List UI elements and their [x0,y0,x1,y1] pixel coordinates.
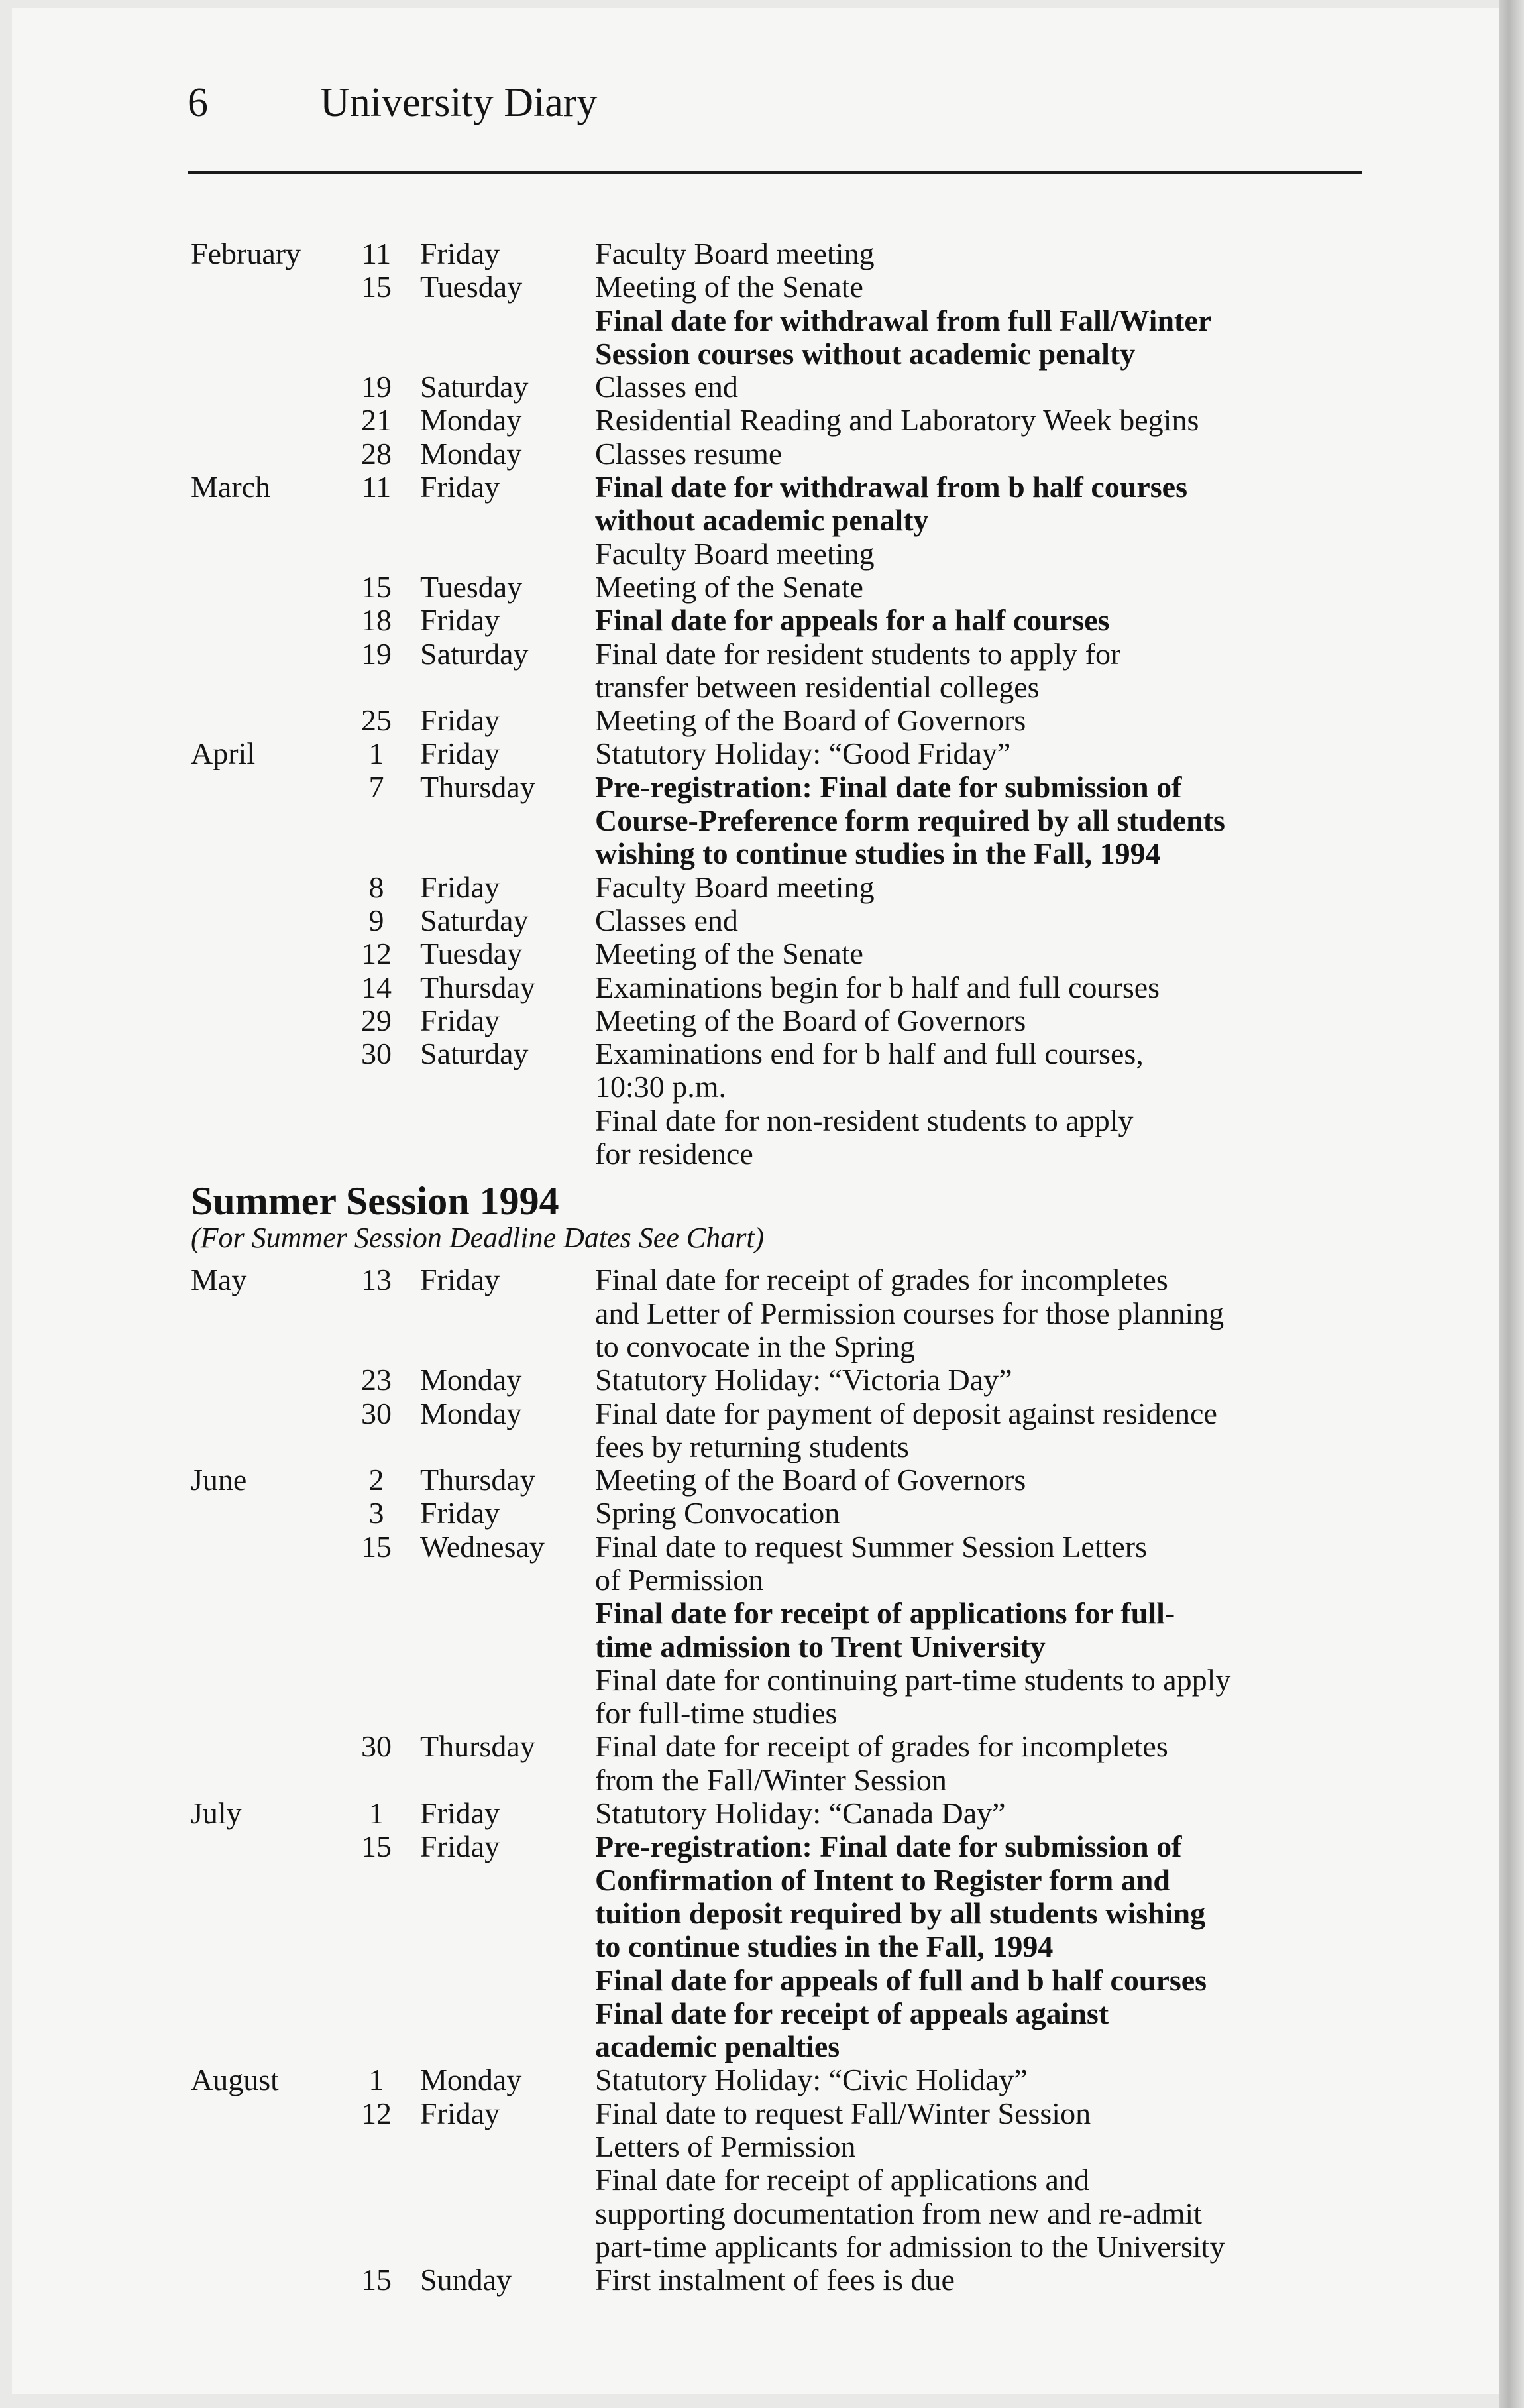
schedule-row [191,437,1370,471]
event-line: Final date to request Summer Session Letters [595,1529,1147,1564]
day-cell: 21 [361,403,392,437]
day-cell: 15 [361,1529,392,1564]
day-cell: 18 [361,603,392,638]
day-cell: 1 [368,736,384,771]
month-cell [191,771,337,871]
day-cell [337,2163,416,2264]
event-line: Faculty Board meeting [595,237,875,270]
day-cell: 30 [361,1396,392,1430]
month-cell: March [191,470,271,504]
weekday-cell: Friday [420,2096,500,2130]
winter-schedule [191,237,1370,1171]
event-line: academic penalties [595,2030,840,2064]
header-rule [188,171,1362,174]
schedule-row [191,304,1370,371]
event-line: Final date for resident students to apply for [595,636,1121,671]
schedule-row [191,871,1370,904]
event-cell [595,538,1370,571]
schedule-row [191,1530,1370,1597]
weekday-cell [416,1104,595,1171]
weekday-cell: Monday [420,436,522,471]
month-cell [191,2163,337,2264]
event-line: Statutory Holiday: “Canada Day” [595,1796,1006,1831]
schedule-row [191,737,1370,770]
event-cell [595,1664,1370,1731]
weekday-cell [416,1997,595,2064]
event-cell [595,1530,1370,1597]
day-cell: 15 [361,270,392,304]
weekday-cell: Saturday [420,1037,529,1071]
weekday-cell: Friday [420,736,500,771]
event-cell [595,471,1370,538]
schedule-row [191,1263,1370,1363]
month-cell [191,2264,337,2297]
day-cell: 29 [361,1003,392,1037]
day-cell: 11 [361,470,392,504]
summer-schedule [191,1263,1370,2297]
event-line: supporting documentation from new and re-admit [595,2196,1202,2230]
day-cell: 15 [361,2263,392,2297]
schedule-row [191,638,1370,705]
weekday-cell: Sunday [420,2263,512,2297]
schedule-row [191,937,1370,970]
event-line: Final date for receipt of applications for full- [595,1596,1175,1631]
day-cell [337,1597,416,1664]
day-cell: 12 [361,2096,392,2130]
section-title: Summer Session 1994 [191,1179,559,1224]
event-line: Examinations begin for b half and full courses [595,970,1160,1004]
diary-page [12,8,1504,2394]
event-cell [595,737,1370,770]
event-line: and Letter of Permission courses for those planning [595,1296,1225,1330]
event-cell [595,971,1370,1004]
event-line: Pre-registration: Final date for submission of [595,1829,1182,1864]
schedule-row [191,1730,1370,1797]
weekday-cell: Friday [420,1263,500,1297]
month-cell [191,1964,337,1997]
event-line: Final date for withdrawal from full Fall/Winter [595,303,1212,337]
event-line: Statutory Holiday: “Victoria Day” [595,1363,1012,1397]
page-number: 6 [188,80,208,125]
event-cell [595,1363,1370,1397]
event-cell [595,904,1370,937]
day-cell: 9 [368,903,384,937]
event-line: Session courses without academic penalty [595,336,1136,371]
event-line: Final date for withdrawal from b half courses [595,470,1187,504]
month-cell [191,2097,337,2164]
month-cell [191,1997,337,2064]
event-line: Meeting of the Senate [595,569,863,604]
event-cell [595,1497,1370,1530]
schedule-row [191,2063,1370,2096]
weekday-cell: Saturday [420,370,529,404]
schedule-row [191,2264,1370,2297]
schedule-row [191,1597,1370,1664]
schedule-row [191,237,1370,270]
day-cell: 3 [368,1496,384,1530]
month-cell [191,371,337,404]
schedule-row [191,404,1370,437]
schedule-row [191,604,1370,637]
event-line: to continue studies in the Fall, 1994 [595,1929,1054,1964]
event-line: Final date to request Fall/Winter Session [595,2096,1091,2130]
weekday-cell: Monday [420,403,522,437]
event-cell [595,1797,1370,1830]
schedule-row [191,571,1370,604]
event-line: Final date for appeals for a half courses [595,603,1110,638]
event-line: transfer between residential colleges [595,669,1040,704]
event-line: Letters of Permission [595,2130,856,2164]
event-line: Final date for continuing part-time students to apply [595,1662,1231,1697]
month-cell [191,604,337,637]
event-line: without academic penalty [595,503,929,538]
event-line: First instalment of fees is due [595,2263,955,2297]
schedule-row [191,471,1370,538]
day-cell [337,1997,416,2064]
weekday-cell: Saturday [420,903,529,937]
month-cell [191,1397,337,1464]
page-header [188,82,597,123]
month-cell [191,638,337,705]
day-cell: 19 [361,370,392,404]
schedule-row [191,270,1370,304]
weekday-cell: Friday [420,703,500,738]
schedule-row [191,371,1370,404]
weekday-cell [416,304,595,371]
day-cell [337,1104,416,1171]
weekday-cell: Saturday [420,636,529,671]
day-cell: 14 [361,970,392,1004]
schedule-row [191,2097,1370,2164]
weekday-cell: Wednesay [420,1529,545,1564]
weekday-cell: Tuesday [420,569,523,604]
event-cell [595,1597,1370,1664]
schedule-row [191,1463,1370,1497]
schedule-row [191,704,1370,737]
month-cell [191,871,337,904]
day-cell [337,1964,416,1997]
day-cell: 1 [368,1796,384,1831]
event-line: Final date for appeals of full and b half courses [595,1963,1207,1997]
day-cell: 15 [361,1829,392,1864]
event-cell [595,704,1370,737]
month-cell [191,404,337,437]
weekday-cell: Monday [420,2063,522,2097]
event-cell [595,1830,1370,1963]
diary-content [191,237,1370,2297]
event-line: Confirmation of Intent to Register form and [595,1863,1170,1897]
page-title: University Diary [320,80,598,125]
schedule-row [191,771,1370,871]
event-line: Meeting of the Board of Governors [595,703,1026,738]
event-cell [595,304,1370,371]
event-line: 10:30 p.m. [595,1070,727,1104]
event-cell [595,571,1370,604]
weekday-cell: Friday [420,1003,500,1037]
event-line: Meeting of the Board of Governors [595,1463,1026,1497]
day-cell: 19 [361,636,392,671]
event-cell [595,638,1370,705]
weekday-cell: Monday [420,1363,522,1397]
month-cell [191,1104,337,1171]
weekday-cell: Thursday [420,970,535,1004]
event-line: Pre-registration: Final date for submission of [595,770,1182,804]
event-line: Meeting of the Senate [595,270,863,304]
month-cell [191,1363,337,1397]
event-cell [595,1463,1370,1497]
schedule-row [191,1830,1370,1963]
event-cell [595,1104,1370,1171]
month-cell [191,571,337,604]
event-cell [595,1964,1370,1997]
month-cell [191,437,337,471]
weekday-cell: Thursday [420,770,535,804]
event-cell [595,404,1370,437]
event-line: Meeting of the Senate [595,937,863,971]
weekday-cell: Friday [420,870,500,904]
month-cell: April [191,736,256,771]
event-line: Final date for receipt of grades for incompletes [595,1263,1168,1297]
weekday-cell: Monday [420,1396,522,1430]
month-cell [191,1664,337,1731]
weekday-cell: Friday [420,603,500,638]
event-line: part-time applicants for admission to the University [595,2229,1225,2264]
event-cell [595,1997,1370,2064]
month-cell [191,1004,337,1037]
day-cell: 23 [361,1363,392,1397]
event-cell [595,270,1370,304]
weekday-cell [416,538,595,571]
event-line: for residence [595,1137,753,1171]
event-line: Examinations end for b half and full courses, [595,1037,1144,1071]
event-line: for full-time studies [595,1696,838,1731]
event-line: Final date for receipt of grades for incompletes [595,1729,1168,1764]
schedule-row [191,1497,1370,1530]
event-cell [595,1004,1370,1037]
event-cell [595,371,1370,404]
event-cell [595,1037,1370,1104]
weekday-cell: Thursday [420,1463,535,1497]
event-cell [595,871,1370,904]
schedule-row [191,904,1370,937]
month-cell: August [191,2063,279,2097]
day-cell: 12 [361,937,392,971]
day-cell: 11 [361,237,392,270]
month-cell [191,1730,337,1797]
event-line: Meeting of the Board of Governors [595,1003,1026,1037]
event-line: Final date for receipt of appeals against [595,1996,1109,2030]
event-line: from the Fall/Winter Session [595,1762,947,1797]
event-cell [595,437,1370,471]
day-cell: 8 [368,870,384,904]
weekday-cell [416,1664,595,1731]
day-cell: 30 [361,1729,392,1764]
day-cell: 30 [361,1037,392,1071]
weekday-cell: Tuesday [420,937,523,971]
event-line: Spring Convocation [595,1496,840,1530]
event-line: Statutory Holiday: “Good Friday” [595,736,1011,771]
month-cell [191,1530,337,1597]
schedule-row [191,1664,1370,1731]
month-cell: June [191,1463,247,1497]
event-line: wishing to continue studies in the Fall, 1994 [595,836,1161,871]
event-line: Classes end [595,370,738,404]
day-cell: 13 [361,1263,392,1297]
schedule-row [191,1797,1370,1830]
event-line: Final date for receipt of applications and [595,2163,1089,2197]
month-cell [191,904,337,937]
event-cell [595,2097,1370,2164]
day-cell: 25 [361,703,392,738]
event-line: fees by returning students [595,1429,909,1463]
weekday-cell [416,1964,595,1997]
month-cell: July [191,1796,242,1831]
event-line: to convocate in the Spring [595,1329,915,1363]
day-cell: 15 [361,569,392,604]
event-cell [595,1397,1370,1464]
event-line: Classes end [595,903,738,937]
month-cell [191,1037,337,1104]
event-line: Faculty Board meeting [595,536,875,571]
event-line: Course-Preference form required by all students [595,803,1225,838]
weekday-cell [416,1597,595,1664]
month-cell [191,704,337,737]
event-line: Classes resume [595,436,783,471]
event-line: time admission to Trent University [595,1629,1046,1664]
weekday-cell: Thursday [420,1729,535,1764]
day-cell: 2 [368,1463,384,1497]
weekday-cell: Tuesday [420,270,523,304]
event-line: of Permission [595,1562,764,1597]
month-cell [191,1830,337,1963]
event-line: Faculty Board meeting [595,870,875,904]
month-cell [191,1497,337,1530]
month-cell [191,1597,337,1664]
schedule-row [191,1104,1370,1171]
event-line: tuition deposit required by all students wishing [595,1896,1206,1930]
section-subtitle: (For Summer Session Deadline Dates See Chart) [191,1222,765,1255]
schedule-row [191,971,1370,1004]
schedule-row [191,1004,1370,1037]
event-cell [595,604,1370,637]
month-cell: May [191,1263,247,1297]
month-cell [191,270,337,304]
event-cell [595,1730,1370,1797]
day-cell [337,1664,416,1731]
event-line: Final date for payment of deposit against residence [595,1396,1217,1430]
page-edge [1499,0,1524,2408]
event-cell [595,2163,1370,2264]
weekday-cell [416,2163,595,2264]
schedule-row [191,1397,1370,1464]
schedule-row [191,538,1370,571]
event-cell [595,1263,1370,1363]
day-cell [337,538,416,571]
month-cell [191,538,337,571]
schedule-row [191,1037,1370,1104]
event-cell [595,2063,1370,2096]
weekday-cell: Friday [420,237,500,270]
event-line: Statutory Holiday: “Civic Holiday” [595,2063,1028,2097]
month-cell [191,937,337,970]
month-cell: February [191,237,301,270]
month-cell [191,304,337,371]
event-cell [595,937,1370,970]
schedule-row [191,1964,1370,1997]
day-cell: 7 [368,770,384,804]
event-line: Final date for non-resident students to apply [595,1103,1134,1137]
day-cell: 1 [368,2063,384,2097]
weekday-cell: Friday [420,1796,500,1831]
schedule-row [191,1363,1370,1397]
weekday-cell: Friday [420,1829,500,1864]
day-cell: 28 [361,436,392,471]
schedule-row [191,1997,1370,2064]
month-cell [191,971,337,1004]
event-cell [595,771,1370,871]
event-line: Residential Reading and Laboratory Week begins [595,403,1199,437]
event-cell [595,237,1370,270]
schedule-row [191,2163,1370,2264]
weekday-cell: Friday [420,470,500,504]
event-cell [595,2264,1370,2297]
weekday-cell: Friday [420,1496,500,1530]
day-cell [337,304,416,371]
